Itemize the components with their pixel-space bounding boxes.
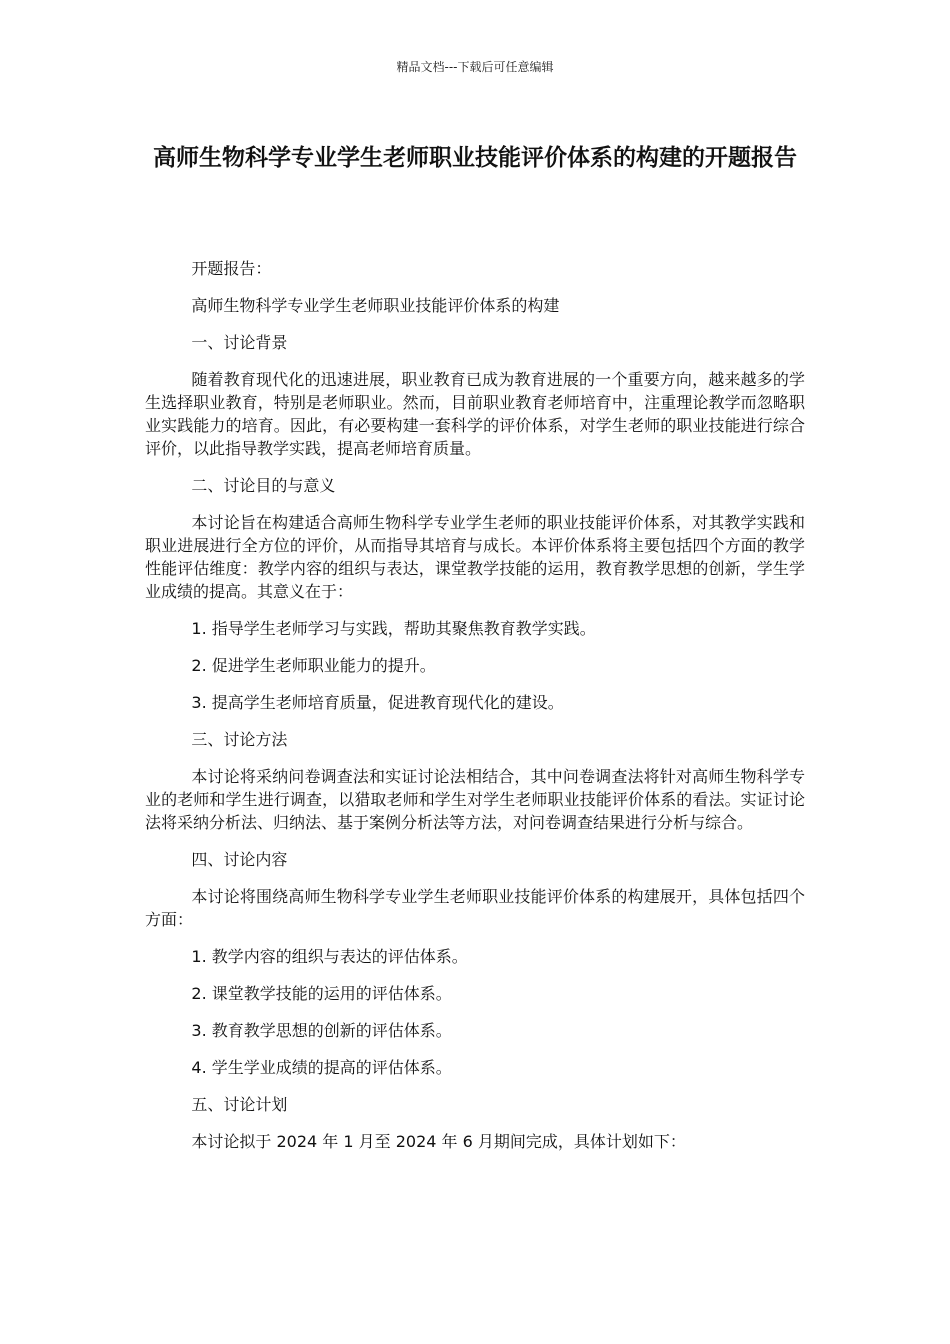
paragraph-methods: 本讨论将采纳问卷调查法和实证讨论法相结合，其中问卷调查法将针对高师生物科学专业的老师和学生进行调查，以猎取老师和学生对学生老师职业技能评价体系的看法。实证讨论法将采纳分析法、归纳法、基于案例分析法等方法，对问卷调查结果进行分析与综合。 xyxy=(145,767,805,832)
document-body xyxy=(145,257,805,1167)
section-heading-background: 一、讨论背景 xyxy=(191,333,288,352)
document-title: 高师生物科学专业学生老师职业技能评价体系的构建的开题报告 xyxy=(153,145,797,171)
report-subject: 高师生物科学专业学生老师职业技能评价体系的构建 xyxy=(191,296,560,315)
paragraph-purpose: 本讨论旨在构建适合高师生物科学专业学生老师的职业技能评价体系，对其教学实践和职业进展进行全方位的评价，从而指导其培育与成长。本评价体系将主要包括四个方面的教学性能评估维度：教学内容的组织与表达，课堂教学技能的运用，教育教学思想的创新，学生学业成绩的提高。其意义在于： xyxy=(145,513,805,601)
page-header-watermark: 精品文档---下载后可任意编辑 xyxy=(396,60,554,74)
list-item: 1. 教学内容的组织与表达的评估体系。 xyxy=(191,947,468,966)
section-heading-plan: 五、讨论计划 xyxy=(191,1095,288,1114)
list-item: 3. 提高学生老师培育质量，促进教育现代化的建设。 xyxy=(191,693,564,712)
section-heading-methods: 三、讨论方法 xyxy=(191,730,288,749)
section-heading-content: 四、讨论内容 xyxy=(191,850,288,869)
list-item: 2. 课堂教学技能的运用的评估体系。 xyxy=(191,984,452,1003)
paragraph-background: 随着教育现代化的迅速进展，职业教育已成为教育进展的一个重要方向，越来越多的学生选择职业教育，特别是老师职业。然而，目前职业教育老师培育中，注重理论教学而忽略职业实践能力的培育。因此，有必要构建一套科学的评价体系，对学生老师的职业技能进行综合评价，以此指导教学实践，提高老师培育质量。 xyxy=(145,370,805,458)
report-label: 开题报告： xyxy=(191,259,272,278)
paragraph-content: 本讨论将围绕高师生物科学专业学生老师职业技能评价体系的构建展开，具体包括四个方面： xyxy=(145,887,805,929)
list-item: 3. 教育教学思想的创新的评估体系。 xyxy=(191,1021,452,1040)
section-heading-purpose: 二、讨论目的与意义 xyxy=(191,476,336,495)
list-item: 2. 促进学生老师职业能力的提升。 xyxy=(191,656,436,675)
list-item: 4. 学生学业成绩的提高的评估体系。 xyxy=(191,1058,452,1077)
paragraph-plan: 本讨论拟于 2024 年 1 月至 2024 年 6 月期间完成，具体计划如下： xyxy=(191,1132,686,1151)
list-item: 1. 指导学生老师学习与实践，帮助其聚焦教育教学实践。 xyxy=(191,619,596,638)
